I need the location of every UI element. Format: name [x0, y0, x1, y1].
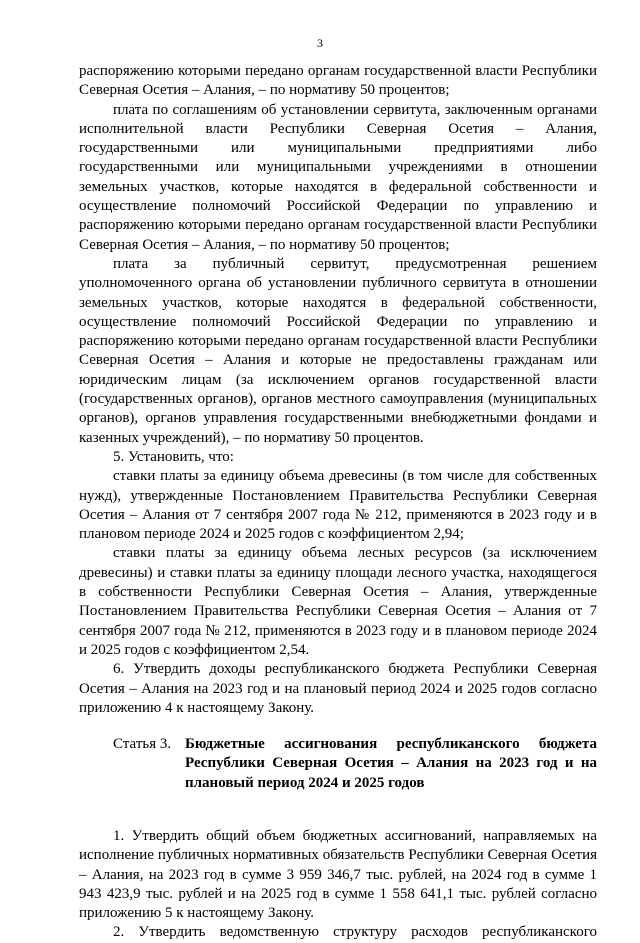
- article-label: Статья 3.: [113, 736, 172, 753]
- paragraph: 6. Утвердить доходы республиканского бюджета Республики Северная Осетия – Алания на 2023 год и на плановый период 2024 и 2025 годов согласно приложению 4 к настоящему Закону.: [79, 661, 597, 716]
- paragraph: ставки платы за единицу объема лесных ресурсов (за исключением древесины) и ставки платы за единицу площади лесного участка, находящегося в собственности Республики Северная Осетия – Алания, утвержденные Постановлением Правительства Республики Северная Осетия – Алания от 7 сентября 2007 года № 212, применяются в 2023 году и в плановом периоде 2024 и 2025 годов с коэффициентом 2,54.: [79, 545, 597, 658]
- document-body: [79, 62, 597, 943]
- paragraph: 5. Установить, что:: [113, 448, 234, 465]
- paragraph: 1. Утвердить общий объем бюджетных ассигнований, направляемых на исполнение публичных нормативных обязательств Республики Северная Осетия – Алания, на 2023 год в сумме 3 959 346,7 тыс. рублей, на 2024 год в сумме 1 943 423,9 тыс. рублей и на 2025 год в сумме 1 558 641,1 тыс. рублей согласно приложению 5 к настоящему Закону.: [79, 827, 597, 922]
- article-heading: [79, 735, 597, 793]
- article-title: Бюджетные ассигнования республиканского бюджета Республики Северная Осетия – Алания на 2023 год и на плановый период 2024 и 2025 годов: [185, 736, 597, 791]
- paragraph: плата по соглашениям об установлении сервитута, заключенным органами исполнительной власти Республики Северная Осетия – Алания, государственными или муниципальными предприятиями либо государственными или муниципальными учреждениями в отношении земельных участков, которые находятся в федеральной собственности и осуществление полномочий Российской Федерации по управлению и распоряжению которыми передано органам государственной власти Республики Северная Осетия – Алания, – по нормативу 50 процентов;: [79, 101, 597, 253]
- paragraphs-before: [79, 62, 597, 718]
- paragraph: плата за публичный сервитут, предусмотренная решением уполномоченного органа об установлении публичного сервитута в отношении земельных участков, которые находятся в федеральной собственности, осуществление полномочий Российской Федерации по управлению и распоряжению которыми передано органам государственной власти Республики Северная Осетия – Алания и которые не предоставлены гражданам или юридическим лицам (за исключением органов государственной власти (государственных органов), органов местного самоуправления (муниципальных органов), органов управления государственными внебюджетными фондами и казенных учреждений), – по нормативу 50 процентов.: [79, 255, 597, 446]
- paragraph: распоряжению которыми передано органам государственной власти Республики Северная Осетия – Алания, – по нормативу 50 процентов;: [79, 63, 597, 99]
- page-number: 3: [317, 36, 323, 50]
- paragraph: ставки платы за единицу объема древесины (в том числе для собственных нужд), утвержденные Постановлением Правительства Республики Северная Осетия – Алания от 7 сентября 2007 года № 212, применяются в 2023 году и в плановом периоде 2024 и 2025 годов с коэффициентом 2,94;: [79, 468, 597, 543]
- paragraph: 2. Утвердить ведомственную структуру расходов республиканского: [113, 924, 597, 941]
- paragraphs-after: [79, 827, 597, 943]
